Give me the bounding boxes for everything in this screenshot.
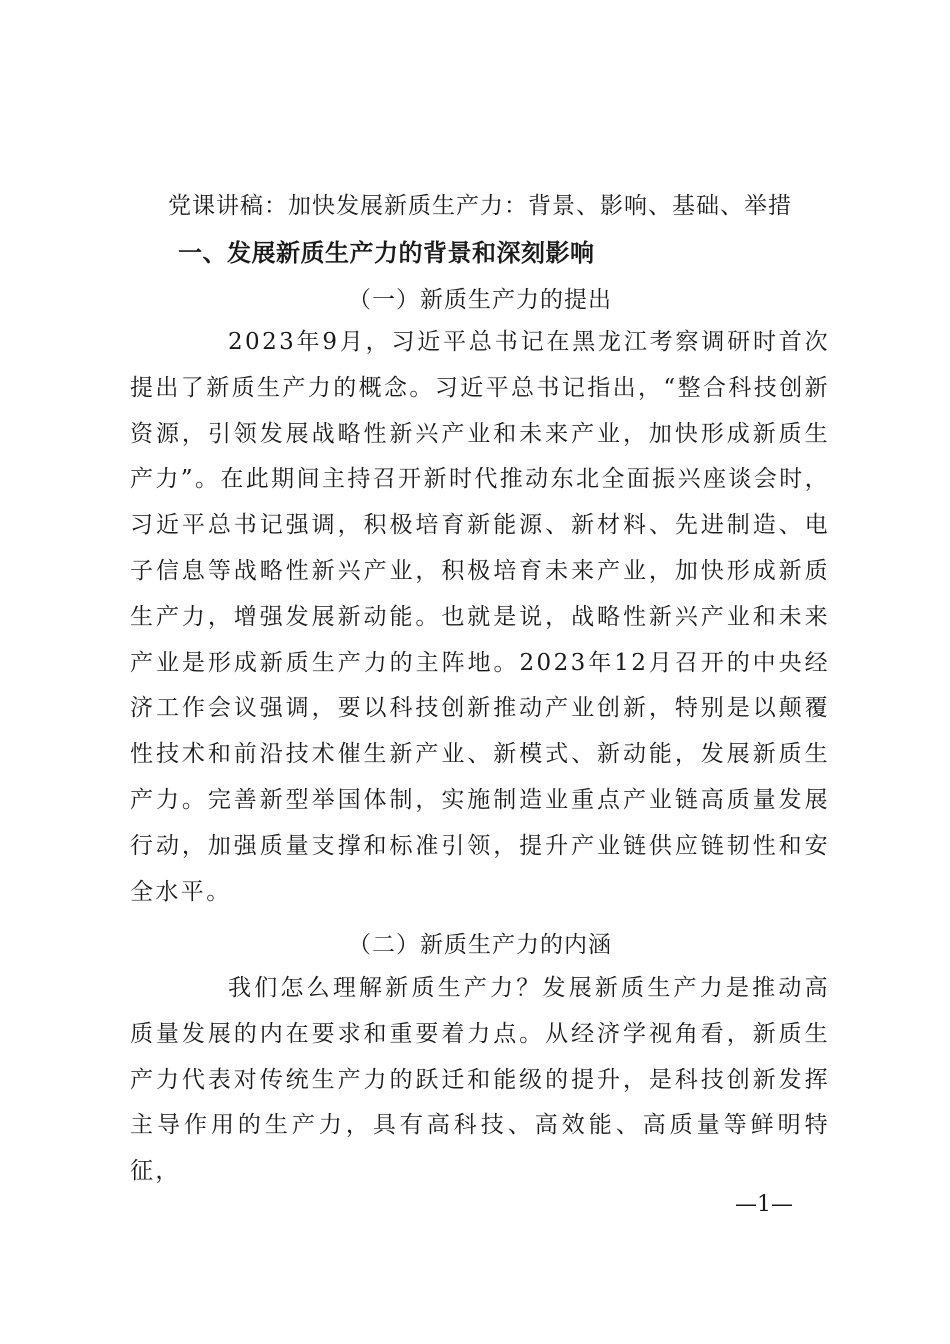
body-paragraph-2: 我们怎么理解新质生产力？发展新质生产力是推动高质量发展的内在要求和重要着力点。从经济学视角看，新质生产力代表对传统生产力的跃迁和能级的提升，是科技创新发挥主导作用的生产力，具有高科技、高效能、高质量等鲜明特征， xyxy=(130,975,830,1185)
page-number: —1— xyxy=(735,1192,793,1217)
body-paragraph-1: 2023年9月，习近平总书记在黑龙江考察调研时首次提出了新质生产力的概念。习近平总书记指出，“整合科技创新资源，引领发展战略性新兴产业和未来产业，加快形成新质生产力”。在此期间主持召开新时代推动东北全面振兴座谈会时，习近平总书记强调，积极培育新能源、新材料、先进制造、电子信息等战略性新兴产业，积极培育未来产业，加快形成新质生产力，增强发展新动能。也就是说，战略性新兴产业和未来产业是形成新质生产力的主阵地。2023年12月召开的中央经济工作会议强调，要以科技创新推动产业创新，特别是以颠覆性技术和前沿技术催生新产业、新模式、新动能，发展新质生产力。完善新型举国体制，实施制造业重点产业链高质量发展行动，加强质量支撑和标准引领，提升产业链供应链韧性和安全水平。 xyxy=(130,329,830,905)
subsection-heading-1: （一）新质生产力的提出 xyxy=(348,287,612,313)
section-heading-1: 一、发展新质生产力的背景和深刻影响 xyxy=(178,239,595,267)
subsection-heading-2: （二）新质生产力的内涵 xyxy=(348,932,612,958)
document-title: 党课讲稿：加快发展新质生产力：背景、影响、基础、举措 xyxy=(168,193,792,219)
